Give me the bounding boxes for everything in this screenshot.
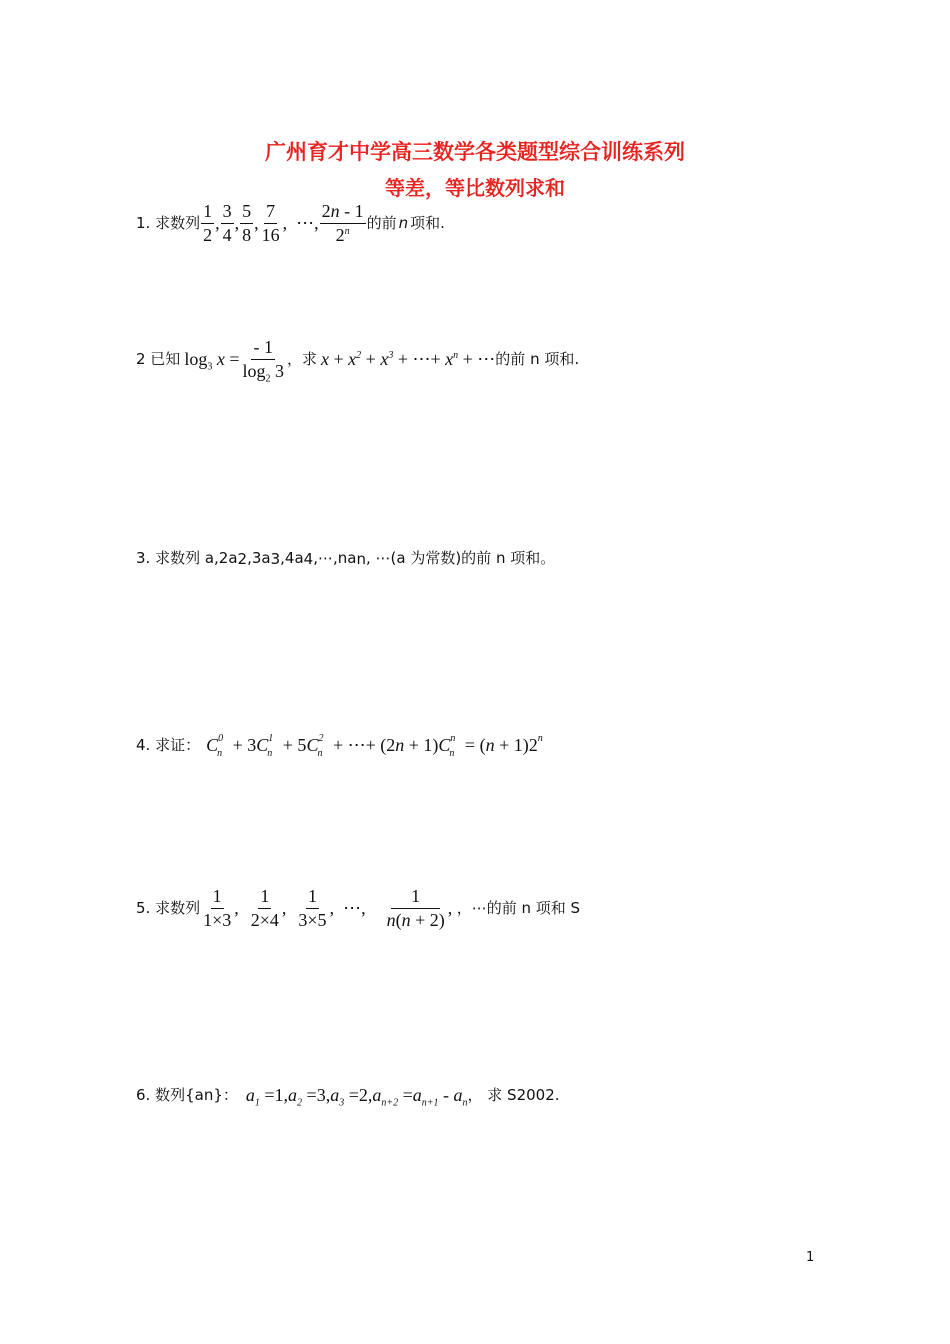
problem-2-tail: 的前 n 项和. <box>495 349 580 368</box>
problem-1-tail2: 项和. <box>410 213 445 232</box>
problem-3-part: ,⋯,na <box>313 549 357 567</box>
problem-2-label: 2 已知 <box>136 349 181 368</box>
problem-1-label: 1. 求数列 <box>136 213 201 232</box>
problem-3-text: 3. 求数列 a,2a <box>136 549 238 567</box>
problem-2: 2 已知 $\log_3 x$ = $\frac{- 1}{\log_2 3}$ ，求 x + $x^2$ + $x^3$ + ⋯+ $x^n$ + ⋯ 的前 n 项和. <box>136 337 580 385</box>
variable-n: n <box>398 213 409 232</box>
problem-6-tail: ， 求 S <box>467 1085 517 1104</box>
page-title: 广州育才中学高三数学各类题型综合训练系列 <box>265 140 685 164</box>
fraction: $\frac{1}{n(n + 2)}$ <box>386 886 445 930</box>
fraction: $\frac{7}{16}$ <box>261 201 280 245</box>
fraction: $\frac{1}{2\times 4}$ <box>250 886 279 930</box>
fraction: $\frac{1}{1\times 3}$ <box>203 886 232 930</box>
fraction: $\frac{3}{4}$ <box>222 201 232 245</box>
problem-1-tail: 的前 <box>366 213 397 232</box>
fraction: $\frac{5}{8}$ <box>242 201 252 245</box>
problem-4: 4. 求证： $C^0_n$ + 3 $C^1_n$ + 5 $C^2_n$ + ⋯+ (2 n + 1) $C^n_n$ = ( n + 1)2 $^n$ <box>136 733 543 759</box>
problem-3-part: ,4a <box>280 549 304 567</box>
problem-6-label: 6. 数列{a <box>136 1085 204 1104</box>
page-subtitle: 等差，等比数列求和 <box>385 176 565 200</box>
problem-6: 6. 数列{a n }： $a_1$ =1, $a_2$ =3, $a_3$ =2, $a_{n+2}$ = $a_{n+1}$ - $a_n$ ， 求 S 2002 . <box>136 1085 560 1109</box>
problem-1: 1. 求数列 $\frac{1}{2}$ , $\frac{3}{4}$ , $\frac{5}{8}$ , $\frac{7}{16}$ , ⋯, $\frac{2n - 1}{2^n}$ 的前 n 项和. <box>136 201 445 245</box>
problem-5-tail: ，⋯的前 n 项和 S <box>456 898 581 917</box>
page-number: 1 <box>806 1250 815 1265</box>
problem-5: 5. 求数列 $\frac{1}{1\times 3}$ , $\frac{1}{2\times 4}$ , $\frac{1}{3\times 5}$ , ⋯, $\frac{1}{n(n + 2)}$ , ，⋯的前 n 项和 S <box>136 886 581 930</box>
problem-3-part: , ⋯(a 为常数)的前 n 项和。 <box>365 549 556 567</box>
problem-3: 3. 求数列 a,2a 2 ,3a 3 ,4a 4 ,⋯,na n , ⋯(a 为常数)的前 n 项和。 <box>136 549 556 568</box>
problem-6-tail-end: . <box>554 1085 560 1104</box>
fraction: $\frac{- 1}{\log_2 3}$ <box>242 337 284 385</box>
problem-3-part: ,3a <box>247 549 271 567</box>
fraction: $\frac{2n - 1}{2^n}$ <box>321 201 364 245</box>
fraction: $\frac{1}{3\times 5}$ <box>298 886 327 930</box>
problem-5-label: 5. 求数列 <box>136 898 201 917</box>
problem-4-label: 4. 求证： <box>136 735 201 754</box>
problem-2-mid: ，求 <box>287 349 318 368</box>
problem-6-label2: }： <box>213 1085 238 1104</box>
fraction: $\frac{1}{2}$ <box>203 201 213 245</box>
